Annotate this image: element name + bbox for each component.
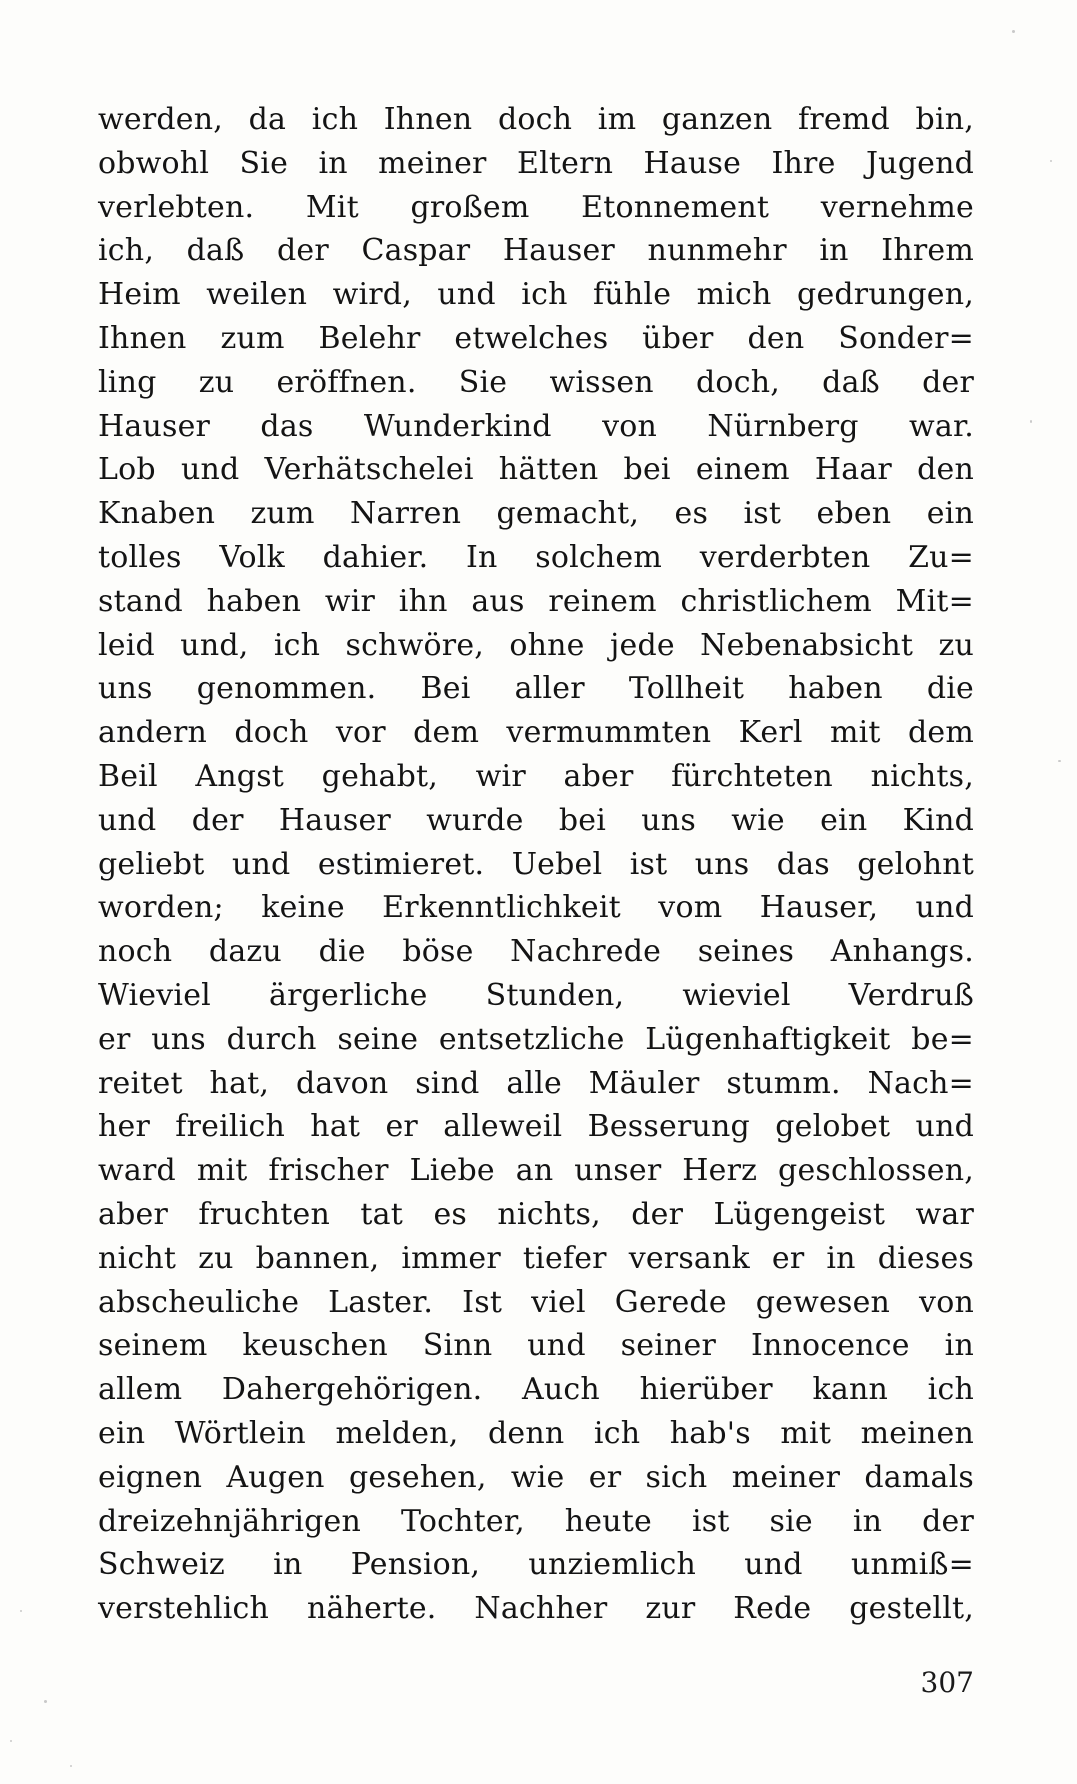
text-line: ling zu eröffnen. Sie wissen doch, daß der — [98, 364, 974, 400]
text-line: Knaben zum Narren gemacht, es ist eben ein — [98, 496, 974, 532]
text-line: andern doch vor dem vermummten Kerl mit dem — [98, 715, 974, 751]
text-line: her freilich hat er alleweil Besserung gelobet und — [98, 1109, 974, 1145]
paper-speckle — [1030, 420, 1032, 423]
text-line: noch dazu die böse Nachrede seines Anhangs. — [98, 934, 974, 970]
text-line: Lob und Verhätschelei hätten bei einem Haar den — [98, 452, 974, 488]
text-line: reitet hat, davon sind alle Mäuler stumm. Nach= — [98, 1065, 974, 1101]
text-line: Hauser das Wunderkind von Nürnberg war. — [98, 408, 974, 444]
text-line: aber fruchten tat es nichts, der Lügengeist war — [98, 1196, 974, 1232]
text-line: obwohl Sie in meiner Eltern Hause Ihre Jugend — [98, 145, 974, 181]
text-line: ich, daß der Caspar Hauser nunmehr in Ihrem — [98, 233, 974, 269]
text-line: und der Hauser wurde bei uns wie ein Kind — [98, 802, 974, 838]
text-line: nicht zu bannen, immer tiefer versank er in dieses — [98, 1240, 974, 1276]
text-line: Wieviel ärgerliche Stunden, wieviel Verdruß — [98, 977, 974, 1013]
text-line: stand haben wir ihn aus reinem christlichem Mit= — [98, 583, 974, 619]
text-line: worden; keine Erkenntlichkeit vom Hauser, und — [98, 890, 974, 926]
text-line: abscheuliche Laster. Ist viel Gerede gewesen von — [98, 1284, 974, 1320]
text-line: ward mit frischer Liebe an unser Herz geschlossen, — [98, 1153, 974, 1189]
paper-speckle — [10, 1740, 12, 1742]
paper-speckle — [1058, 760, 1061, 762]
text-line: geliebt und estimieret. Uebel ist uns das gelohnt — [98, 846, 974, 882]
text-line: er uns durch seine entsetzliche Lügenhaftigkeit be= — [98, 1021, 974, 1057]
text-line: Heim weilen wird, und ich fühle mich gedrungen, — [98, 277, 974, 313]
paper-speckle — [20, 1610, 22, 1612]
text-line: dreizehnjährigen Tochter, heute ist sie in der — [98, 1503, 974, 1539]
text-line: ein Wörtlein melden, denn ich hab's mit meinen — [98, 1415, 974, 1451]
paper-speckle — [44, 1700, 47, 1703]
paper-speckle — [70, 1765, 72, 1767]
text-line: werden, da ich Ihnen doch im ganzen fremd bin, — [98, 102, 974, 137]
text-line: leid und, ich schwöre, ohne jede Nebenabsicht zu — [98, 627, 974, 663]
text-line: uns genommen. Bei aller Tollheit haben die — [98, 671, 974, 707]
text-line: verlebten. Mit großem Etonnement vernehme — [98, 189, 974, 225]
text-line: Schweiz in Pension, unziemlich und unmiß= — [98, 1547, 974, 1583]
body-text — [98, 98, 974, 1631]
text-line: tolles Volk dahier. In solchem verderbten Zu= — [98, 539, 974, 575]
paper-speckle — [1050, 160, 1052, 162]
text-line: allem Dahergehörigen. Auch hierüber kann ich — [98, 1372, 974, 1408]
text-line: eignen Augen gesehen, wie er sich meiner damals — [98, 1459, 974, 1495]
page-number: 307 — [920, 1666, 974, 1699]
text-line: verstehlich näherte. Nachher zur Rede gestellt, — [98, 1591, 974, 1627]
text-line: Ihnen zum Belehr etwelches über den Sonder= — [98, 320, 974, 356]
paper-speckle — [1012, 30, 1015, 33]
text-line: Beil Angst gehabt, wir aber fürchteten nichts, — [98, 758, 974, 794]
text-line: seinem keuschen Sinn und seiner Innocence in — [98, 1328, 974, 1364]
